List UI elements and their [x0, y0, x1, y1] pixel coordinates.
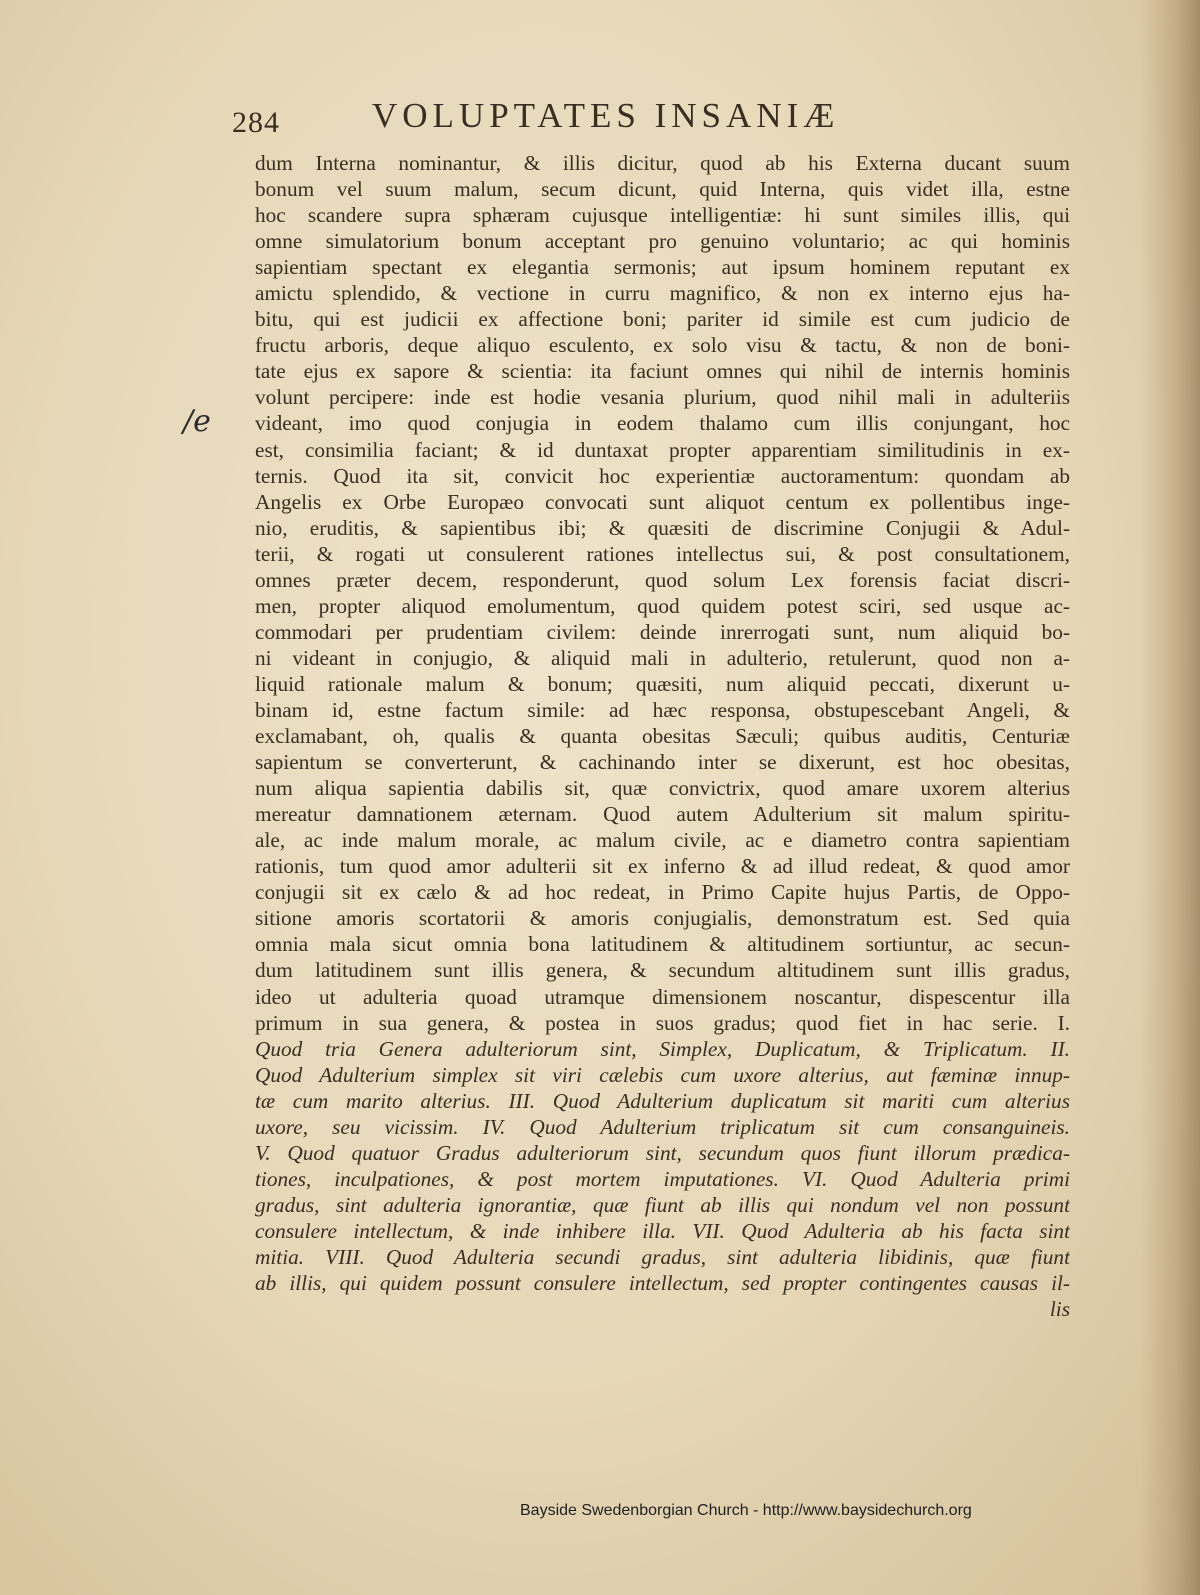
catchword: lis — [1049, 1297, 1070, 1322]
text-line: conjugii sit ex cælo & ad hoc redeat, in Primo Capite hujus Partis, de Oppo- — [255, 880, 1070, 905]
text-line: videant, imo quod conjugia in eodem thalamo cum illis conjungant, hoc — [255, 411, 1070, 436]
text-line: tate ejus ex sapore & scientia: ita faciunt omnes qui nihil de internis hominis — [255, 359, 1070, 384]
text-line: consulere intellectum, & inde inhibere illa. VII. Quod Adulteria ab his facta sint — [255, 1218, 1070, 1243]
page-spine-shadow — [1140, 0, 1200, 1595]
text-line: est, consimilia faciant; & id duntaxat propter apparentiam similitudinis in ex- — [255, 437, 1070, 462]
text-line: V. Quod quatuor Gradus adulteriorum sint, secundum quos fiunt illorum prædica- — [255, 1140, 1070, 1165]
text-line: ni videant in conjugio, & aliquid mali in adulterio, retulerunt, quod non a- — [255, 645, 1070, 670]
text-line: Quod tria Genera adulteriorum sint, Simplex, Duplicatum, & Triplicatum. II. — [255, 1036, 1070, 1061]
text-line: omnes præter decem, responderunt, quod solum Lex forensis faciat discri- — [255, 567, 1070, 592]
text-line: bonum vel suum malum, secum dicunt, quid Interna, quis videt illa, estne — [255, 177, 1070, 202]
text-line: Quod Adulterium simplex sit viri cælebis cum uxore alterius, aut fæminæ innup- — [255, 1062, 1070, 1087]
handwritten-margin-note: /e — [183, 404, 211, 439]
page-number: 284 — [232, 106, 280, 139]
text-line: mereatur damnationem æternam. Quod autem Adulterium sit malum spiritu- — [255, 802, 1070, 827]
text-line: omne simulatorium bonum acceptant pro genuino voluntario; ac qui hominis — [255, 229, 1070, 254]
text-line: primum in sua genera, & postea in suos gradus; quod fiet in hac serie. I. — [255, 1010, 1070, 1035]
text-line: amictu splendido, & vectione in curru magnifico, & non ex interno ejus ha- — [255, 281, 1070, 306]
text-line: terii, & rogati ut consulerent rationes intellectus sui, & post consultationem, — [255, 541, 1070, 566]
text-line: num aliqua sapientia dabilis sit, quæ convictrix, quod amare uxorem alterius — [255, 776, 1070, 801]
text-line: omnia mala sicut omnia bona latitudinem & altitudinem sortiuntur, ac secun- — [255, 932, 1070, 957]
text-line: ale, ac inde malum morale, ac malum civile, ac e diametro contra sapientiam — [255, 828, 1070, 853]
body-text — [255, 150, 1070, 1322]
text-line: nio, eruditis, & sapientibus ibi; & quæsiti de discrimine Conjugii & Adul- — [255, 515, 1070, 540]
text-line: sapientum se converterunt, & cachinando inter se dixerunt, est hoc obesitas, — [255, 750, 1070, 775]
text-line: exclamabant, oh, qualis & quanta obesitas Sæculi; quibus auditis, Centuriæ — [255, 724, 1070, 749]
running-title: VOLUPTATES INSANIÆ — [372, 96, 840, 135]
text-line: binam id, estne factum simile: ad hæc responsa, obstupescebant Angeli, & — [255, 697, 1070, 722]
text-line: Angelis ex Orbe Europæo convocati sunt aliquot centum ex pollentibus inge- — [255, 489, 1070, 514]
page-header — [232, 96, 1082, 144]
text-line: hoc scandere supra sphæram cujusque intelligentiæ: hi sunt similes illis, qui — [255, 203, 1070, 228]
text-line: dum latitudinem sunt illis genera, & secundum altitudinem sunt illis gradus, — [255, 958, 1070, 983]
text-line: ab illis, qui quidem possunt consulere intellectum, sed propter contingentes causas il- — [255, 1271, 1070, 1296]
text-line: gradus, sint adulteria ignorantiæ, quæ fiunt ab illis qui nondum vel non possunt — [255, 1192, 1070, 1217]
text-line: dum Interna nominantur, & illis dicitur, quod ab his Externa ducant suum — [255, 151, 1070, 175]
text-line: commodari per prudentiam civilem: deinde inrerrogati sunt, num aliquid bo- — [255, 619, 1070, 644]
text-line: volunt percipere: inde est hodie vesania plurium, quod nihil mali in adulteriis — [255, 385, 1070, 410]
text-line: fructu arboris, deque aliquo esculento, ex solo visu & tactu, & non de boni- — [255, 333, 1070, 358]
text-line: ternis. Quod ita sit, convicit hoc experientiæ auctoramentum: quondam ab — [255, 463, 1070, 488]
text-line: sapientiam spectant ex elegantia sermonis; aut ipsum hominem reputant ex — [255, 255, 1070, 280]
text-line: mitia. VIII. Quod Adulteria secundi gradus, sint adulteria libidinis, quæ fiunt — [255, 1244, 1070, 1269]
text-line: tæ cum marito alterius. III. Quod Adulterium duplicatum sit mariti cum alterius — [255, 1088, 1070, 1113]
text-line: liquid rationale malum & bonum; quæsiti, num aliquid peccati, dixerunt u- — [255, 671, 1070, 696]
text-line: uxore, seu vicissim. IV. Quod Adulterium triplicatum sit cum consanguineis. — [255, 1114, 1070, 1139]
text-line: tiones, inculpationes, & post mortem imputationes. VI. Quod Adulteria primi — [255, 1166, 1070, 1191]
text-line: ideo ut adulteria quoad utramque dimensionem noscantur, dispescentur illa — [255, 984, 1070, 1009]
text-line: men, propter aliquod emolumentum, quod quidem potest sciri, sed usque ac- — [255, 593, 1070, 618]
text-line: bitu, qui est judicii ex affectione boni; pariter id simile est cum judicio de — [255, 307, 1070, 332]
text-line: rationis, tum quod amor adulterii sit ex inferno & ad illud redeat, & quod amor — [255, 854, 1070, 879]
footer-credit: Bayside Swedenborgian Church - http://www.baysidechurch.org — [520, 1502, 972, 1519]
text-line: sitione amoris scortatorii & amoris conjugialis, demonstratum est. Sed quia — [255, 906, 1070, 931]
